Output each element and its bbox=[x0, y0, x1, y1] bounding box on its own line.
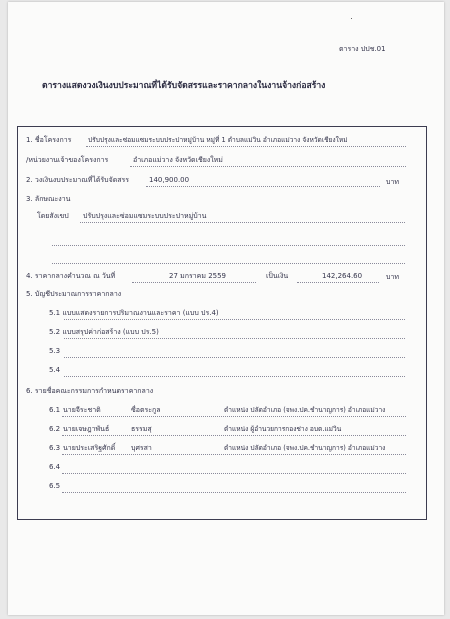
median-amount-line bbox=[297, 282, 379, 283]
source-line-4 bbox=[64, 376, 405, 377]
project-label: 1. ชื่อโครงการ bbox=[26, 136, 72, 144]
source-line-1 bbox=[64, 319, 405, 320]
median-price-unit: บาท bbox=[386, 273, 399, 281]
sources-label: 5. บัญชีประมาณการราคากลาง bbox=[26, 290, 122, 298]
scan-speck bbox=[351, 18, 352, 19]
form-code: ตาราง ปปช.01 bbox=[339, 45, 386, 53]
source-item-3: 5.3 bbox=[49, 347, 61, 355]
source-item-4: 5.4 bbox=[49, 366, 61, 374]
work-line-2 bbox=[52, 245, 405, 246]
member-line bbox=[62, 492, 406, 493]
budget-amount: 140,900.00 bbox=[149, 176, 190, 184]
member-first-name: นายเจษฎาพันธ์ bbox=[63, 425, 110, 433]
median-amount-label: เป็นเงิน bbox=[266, 272, 289, 280]
source-line-2 bbox=[64, 338, 405, 339]
median-price-date: 27 มกราคม 2559 bbox=[169, 272, 227, 280]
member-no: 6.3 bbox=[49, 444, 61, 452]
member-last-name: ซื่อตระกูล bbox=[131, 406, 161, 414]
work-label: 3. ลักษณะงาน bbox=[26, 195, 71, 203]
work-summary: ปรับปรุงและซ่อมแซมระบบประปาหมู่บ้าน bbox=[83, 212, 207, 220]
work-summary-label: โดยสังเขป bbox=[37, 212, 69, 220]
budget-label: 2. วงเงินงบประมาณที่ได้รับจัดสรร bbox=[26, 176, 130, 184]
member-first-name: นายจีระชาติ bbox=[63, 406, 101, 414]
work-line-3 bbox=[52, 263, 405, 264]
member-position: ตำแหน่ง ปลัดอำเภอ (จพง.ปค.ชำนาญการ) อำเภอแม่วาง bbox=[224, 406, 386, 414]
project-owner-label: /หน่วยงานเจ้าของโครงการ bbox=[26, 156, 109, 164]
source-item-1: 5.1 แบบแสดงรายการปริมาณงานและราคา (แบบ ปร.4) bbox=[49, 309, 219, 317]
member-no: 6.4 bbox=[49, 463, 61, 471]
source-line-3 bbox=[64, 357, 405, 358]
member-line bbox=[62, 416, 406, 417]
member-first-name: นายประเสริฐศักดิ์ bbox=[63, 444, 116, 452]
budget-line bbox=[146, 186, 380, 187]
median-price-amount: 142,264.60 bbox=[322, 272, 363, 280]
member-line bbox=[62, 435, 406, 436]
budget-unit: บาท bbox=[386, 178, 399, 186]
member-no: 6.2 bbox=[49, 425, 61, 433]
member-position: ตำแหน่ง ปลัดอำเภอ (จพง.ปค.ชำนาญการ) อำเภอแม่วาง bbox=[224, 444, 386, 452]
median-price-label: 4. ราคากลางคำนวณ ณ วันที่ bbox=[26, 272, 116, 280]
committee-label: 6. รายชื่อคณะกรรมการกำหนดราคากลาง bbox=[26, 387, 154, 395]
member-last-name: ธรรมสุ bbox=[131, 425, 152, 433]
project-owner: อำเภอแม่วาง จังหวัดเชียงใหม่ bbox=[133, 156, 223, 164]
member-no: 6.1 bbox=[49, 406, 61, 414]
member-line bbox=[62, 454, 406, 455]
project-owner-line bbox=[130, 166, 406, 167]
source-item-2: 5.2 แบบสรุปค่าก่อสร้าง (แบบ ปร.5) bbox=[49, 328, 159, 336]
document-title: ตารางแสดงวงเงินงบประมาณที่ได้รับจัดสรรและราคากลางในงานจ้างก่อสร้าง bbox=[42, 81, 326, 91]
member-line bbox=[62, 473, 406, 474]
member-position: ตำแหน่ง ผู้อำนวยการกองช่าง อบต.แม่วิน bbox=[224, 425, 342, 433]
project-name: ปรับปรุงและซ่อมแซมระบบประปาหมู่บ้าน หมู่ที่ 1 ตำบลแม่วิน อำเภอแม่วาง จังหวัดเชียงใหม่ bbox=[88, 136, 348, 144]
member-last-name: บุศรสา bbox=[131, 444, 152, 452]
member-no: 6.5 bbox=[49, 482, 61, 490]
median-date-line bbox=[132, 282, 256, 283]
work-line-1 bbox=[80, 222, 405, 223]
project-name-line bbox=[86, 146, 406, 147]
